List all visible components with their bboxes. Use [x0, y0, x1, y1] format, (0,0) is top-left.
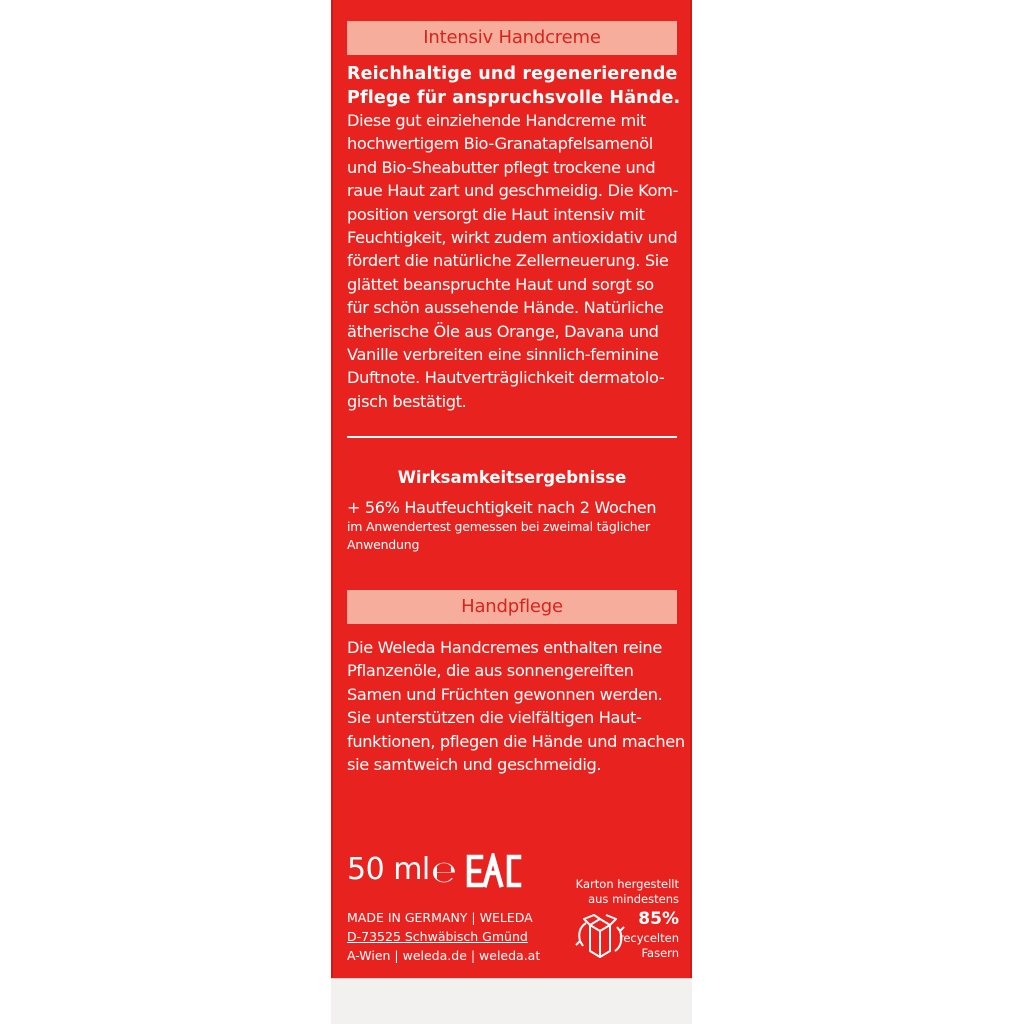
eac-icon [465, 853, 525, 889]
made-in-label: MADE IN GERMANY | WELEDA [347, 910, 533, 925]
body-line: für schön aussehende Hände. Natürliche [347, 298, 664, 318]
body-line: fördert die natürliche Zellerneuerung. Sie [347, 251, 669, 271]
recycling-line: Karton hergestellt [575, 877, 679, 891]
intro-body [347, 109, 677, 413]
estimated-sign-icon: ℮ [431, 855, 457, 890]
recycling-line: recycelten [618, 931, 679, 945]
recycling-info [567, 877, 679, 967]
body-line: Pflanzenöle, die aus sonnengereiften [347, 661, 634, 681]
body-line: Sie unterstützen die vielfältigen Haut- [347, 708, 642, 728]
product-title-bar: Intensiv Handcreme [347, 21, 677, 55]
care-body [347, 636, 685, 776]
headline-line: Reichhaltige und regenerierende [347, 64, 678, 84]
body-line: Vanille verbreiten eine sinnlich-feminine [347, 345, 659, 365]
body-line: Diese gut einziehende Handcreme mit [347, 111, 647, 130]
intro-headline [347, 63, 681, 110]
body-line: Duftnote. Hautverträglichkeit dermatolo- [347, 368, 665, 388]
body-line: Feuchtigkeit, wirkt zudem antioxidativ und [347, 228, 678, 248]
panel-bottom-edge [331, 978, 692, 1024]
body-line: raue Haut zart und geschmeidig. Die Kom- [347, 181, 679, 201]
product-back-panel [331, 0, 692, 1024]
results-note [347, 518, 677, 554]
recycling-line: Fasern [641, 946, 679, 960]
body-line: Samen und Früchten gewonnen werden. [347, 684, 663, 704]
body-line: position versorgt die Haut intensiv mit [347, 204, 645, 224]
recycling-percent: 85% [638, 909, 679, 929]
address-label: D-73525 Schwäbisch Gmünd [347, 929, 528, 944]
recycled-box-icon [572, 907, 628, 963]
manufacturer-info [347, 908, 540, 965]
section-divider [347, 436, 677, 438]
headline-line: Pflege für anspruchsvolle Hände. [347, 87, 681, 108]
body-line: hochwertigem Bio-Granatapfelsamenöl [347, 134, 653, 154]
note-line: im Anwendertest gemessen bei zweimal täglicher [347, 519, 650, 534]
results-claim: + 56% Hautfeuchtigkeit nach 2 Wochen [347, 498, 657, 517]
body-line: und Bio-Sheabutter pflegt trockene und [347, 157, 656, 177]
body-line: ätherische Öle aus Orange, Davana und [347, 321, 659, 341]
recycling-line: aus mindestens [588, 892, 679, 906]
volume-label: 50 ml [347, 852, 430, 887]
results-title: Wirksamkeitsergebnisse [397, 468, 627, 487]
body-line: glättet beanspruchte Haut und sorgt so [347, 274, 654, 294]
body-line: funktionen, pflegen die Hände und machen [347, 731, 685, 751]
body-line: Die Weleda Handcremes enthalten reine [347, 638, 662, 657]
note-line: Anwendung [347, 537, 420, 552]
recycling-text-top [576, 877, 679, 907]
body-line: gisch bestätigt. [347, 391, 467, 411]
web-label: A-Wien | weleda.de | weleda.at [347, 948, 541, 963]
body-line: sie samtweich und geschmeidig. [347, 755, 602, 775]
care-title-bar: Handpflege [347, 590, 677, 624]
